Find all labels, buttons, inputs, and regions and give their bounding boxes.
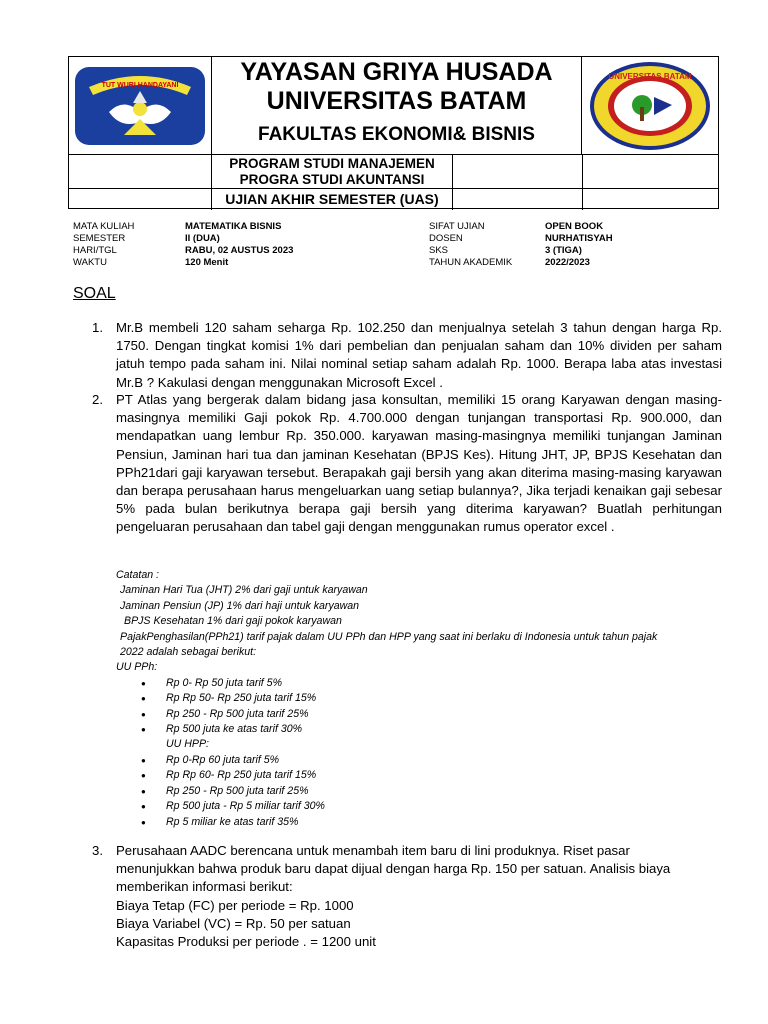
- label-dosen: DOSEN: [429, 233, 463, 244]
- value-mata-kuliah: MATEMATIKA BISNIS: [185, 221, 282, 232]
- value-waktu: 120 Menit: [185, 257, 229, 268]
- value-tahun-akademik: 2022/2023: [545, 257, 590, 268]
- question-3-line: Kapasitas Produksi per periode . = 1200 unit: [116, 934, 376, 950]
- exam-info-table: [73, 221, 633, 269]
- svg-text:TUT WURI HANDAYANI: TUT WURI HANDAYANI: [101, 82, 179, 89]
- question-3-line: Biaya Variabel (VC) = Rp. 50 per satuan: [116, 915, 351, 931]
- tax-bracket-list: [116, 676, 716, 830]
- left-logo-cell: [69, 57, 212, 154]
- question-3-number: 3.: [92, 843, 103, 858]
- value-sks: 3 (TIGA): [545, 245, 582, 256]
- question-2-text: PT Atlas yang bergerak dalam bidang jasa konsultan, memiliki 15 orang Karyawan dengan masing-masingnya memiliki Gaji pokok Rp. 4.700.000 dengan tunjangan transportasi Rp. 900.000, dan mendapatkan uang lembur Rp. 350.000. karyawan masing-masingnya memiliki tunjangan Jaminan Pensiun, Jaminan hari tua dan jaminan Kesehatan (BPJS Kes). Hitung JHT, JP, BPJS Kesehatan dan PPh21dari gaji karyawan tersebut. Berapakah gaji bersih yang akan diterima masing-masing karyawan dan berapa perusahaan harus mengeluarkan uang setiap bulannya?, Jika terjadi kenaikan gaji sebesar 5% pada bulan berikutnya berapa gaji bersih yang diterima karyawan? Buatlah perhitungan pengeluaran perusahaan dan tabel gaji dengan menggunakan rumus operator excel .: [116, 392, 722, 535]
- question-3-line: Biaya Tetap (FC) per periode = Rp. 1000: [116, 897, 354, 913]
- program-akuntansi: PROGRA STUDI AKUNTANSI: [239, 172, 425, 187]
- exam-title: UJIAN AKHIR SEMESTER (UAS): [225, 191, 439, 207]
- list-item: ● Rp 500 juta - Rp 5 miliar tarif 30%: [116, 799, 716, 814]
- list-item: ● Rp 0-Rp 60 juta tarif 5%: [116, 753, 716, 768]
- question-2-number: 2.: [92, 392, 103, 407]
- universitas-batam-logo: [582, 57, 719, 154]
- list-item: ● Rp 500 juta ke atas tarif 30%: [116, 722, 716, 737]
- question-1-text: Mr.B membeli 120 saham seharga Rp. 102.250 dan menjualnya setelah 3 tahun dengan harga Rp. 1750. Dengan tingkat komisi 1% dari pembelian dan penjualan saham dan 10% dividen per saham jatuh tempo pada saham ini. Nilai nominal setiap saham adalah Rp. 1000. Berapa laba atas investasi Mr.B ? Kakulasi dengan menggunakan Microsoft Excel .: [116, 320, 722, 390]
- exam-row: [69, 188, 718, 210]
- list-item: ● Rp Rp 50- Rp 250 juta tarif 15%: [116, 691, 716, 706]
- note-pph21: PajakPenghasilan(PPh21) tarif pajak dalam UU PPh dan HPP yang saat ini berlaku di Indonesia untuk tahun pajak: [120, 630, 658, 643]
- question-3: [92, 842, 722, 951]
- label-sks: SKS: [429, 245, 449, 256]
- question-1-number: 1.: [92, 320, 103, 335]
- exam-header: [68, 56, 719, 209]
- university-name: UNIVERSITAS BATAM: [266, 87, 527, 115]
- note-jht: Jaminan Hari Tua (JHT) 2% dari gaji untuk karyawan: [120, 584, 368, 597]
- question-3-line: memberikan informasi berikut:: [116, 879, 293, 895]
- program-manajemen: PROGRAM STUDI MANAJEMEN: [229, 156, 435, 171]
- right-logo-cell: [581, 57, 718, 154]
- question-3-line: Perusahaan AADC berencana untuk menambah item baru di lini produknya. Riset pasar: [116, 843, 630, 858]
- label-tahun-akademik: TAHUN AKADEMIK: [429, 257, 513, 268]
- label-mata-kuliah: MATA KULIAH: [73, 221, 135, 232]
- question-1: [92, 319, 722, 392]
- label-semester: SEMESTER: [73, 233, 126, 244]
- question-2: [92, 391, 722, 537]
- uu-hpp-heading: UU HPP:: [166, 738, 209, 751]
- list-item: ● Rp 5 miliar ke atas tarif 35%: [116, 815, 716, 830]
- faculty-name: FAKULTAS EKONOMI& BISNIS: [258, 124, 535, 145]
- value-hari-tgl: RABU, 02 AUSTUS 2023: [185, 245, 294, 256]
- foundation-name: YAYASAN GRIYA HUSADA: [240, 58, 553, 86]
- list-item: ● Rp 0- Rp 50 juta tarif 5%: [116, 676, 716, 691]
- value-dosen: NURHATISYAH: [545, 233, 613, 244]
- title-block: [212, 57, 581, 154]
- value-sifat-ujian: OPEN BOOK: [545, 221, 604, 232]
- note-pph21-cont: 2022 adalah sebagai berikut:: [120, 646, 257, 659]
- label-waktu: WAKTU: [73, 257, 107, 268]
- notes-title: Catatan :: [116, 569, 159, 581]
- program-row: [69, 154, 718, 188]
- label-hari-tgl: HARI/TGL: [73, 245, 117, 256]
- value-semester: II (DUA): [185, 233, 220, 244]
- list-item: ● Rp 250 - Rp 500 juta tarif 25%: [116, 784, 716, 799]
- label-sifat-ujian: SIFAT UJIAN: [429, 221, 485, 232]
- question-3-line: menunjukkan bahwa produk baru dapat dijual dengan harga Rp. 150 per satuan. Analisis biaya: [116, 861, 671, 877]
- svg-text:UNIVERSITAS BATAM: UNIVERSITAS BATAM: [608, 72, 692, 81]
- list-item: ● Rp 250 - Rp 500 juta tarif 25%: [116, 707, 716, 722]
- note-bpjs: BPJS Kesehatan 1% dari gaji pokok karyawan: [124, 615, 342, 628]
- uu-pph-heading: UU PPh:: [116, 661, 158, 674]
- soal-heading: SOAL: [73, 285, 116, 302]
- notes-block: [116, 568, 716, 830]
- list-item: ● Rp Rp 60- Rp 250 juta tarif 15%: [116, 768, 716, 783]
- note-jp: Jaminan Pensiun (JP) 1% dari haji untuk karyawan: [120, 599, 360, 612]
- tut-wuri-logo: [69, 57, 212, 154]
